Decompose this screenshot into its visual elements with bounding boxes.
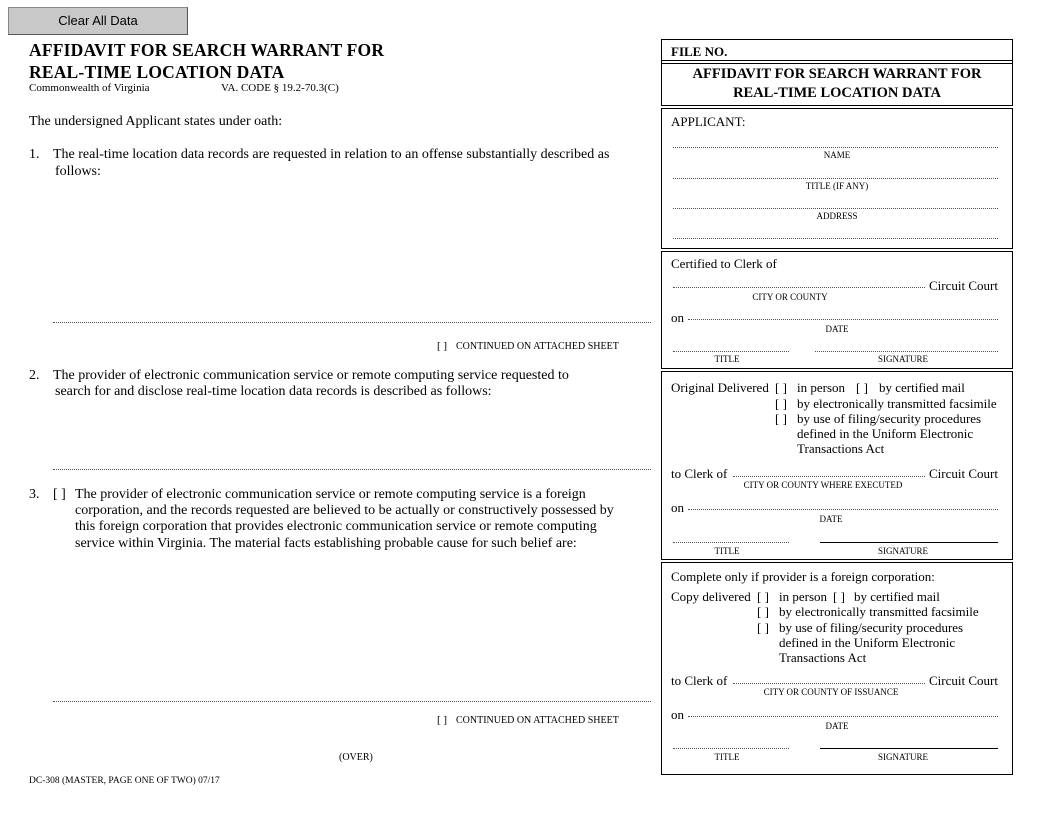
orig-filing-checkbox[interactable]: [ ]: [775, 411, 787, 426]
copy-date-line[interactable]: [688, 716, 998, 717]
item1-number: 1.: [29, 147, 40, 162]
orig-signature-label: SIGNATURE: [877, 546, 928, 556]
item3-line3: this foreign corporation that provides electronic communication service or remote computing: [75, 519, 597, 534]
copy-filing-checkbox[interactable]: [ ]: [757, 620, 769, 635]
copy-date-label: DATE: [825, 721, 849, 731]
orig-defined-label: defined in the Uniform Electronic: [797, 426, 974, 441]
item2-line: [53, 469, 651, 470]
sidebar-title-line2: REAL-TIME LOCATION DATA: [733, 85, 941, 101]
orig-clerk-city-line[interactable]: [733, 476, 925, 477]
item2-line2: search for and disclose real-time location data records is described as follows:: [55, 384, 492, 399]
copy-circuit-court: Circuit Court: [929, 673, 998, 688]
jurisdiction: Commonwealth of Virginia: [29, 82, 150, 94]
item2-number: 2.: [29, 368, 40, 383]
certified-city-line[interactable]: [673, 287, 925, 288]
title-if-any-label: TITLE (IF ANY): [805, 181, 869, 191]
item1-line2: follows:: [55, 164, 101, 179]
copy-delivered-label: Copy delivered: [671, 589, 751, 604]
continued-label-2: CONTINUED ON ATTACHED SHEET: [456, 715, 619, 726]
copy-to-clerk-label: to Clerk of: [671, 673, 728, 688]
form-title-line1: AFFIDAVIT FOR SEARCH WARRANT FOR: [29, 40, 385, 60]
orig-signature-line[interactable]: [820, 542, 998, 543]
copy-city-label: CITY OR COUNTY OF ISSUANCE: [763, 687, 899, 697]
file-no-divider: [661, 60, 1013, 61]
orig-in-person-label: in person: [797, 380, 846, 395]
orig-title-label: TITLE: [714, 546, 740, 556]
applicant-label: APPLICANT:: [671, 114, 746, 129]
copy-in-person-checkbox[interactable]: [ ]: [757, 589, 769, 604]
copy-in-person-label: in person: [779, 589, 828, 604]
continued-checkbox-2[interactable]: [ ]: [437, 714, 448, 726]
orig-title-line[interactable]: [673, 542, 789, 543]
copy-mail-checkbox[interactable]: [ ]: [833, 589, 845, 604]
item2-line1: The provider of electronic communication service or remote computing service requested to: [53, 368, 569, 383]
copy-clerk-city-line[interactable]: [733, 683, 925, 684]
orig-fax-checkbox[interactable]: [ ]: [775, 396, 787, 411]
orig-date-line[interactable]: [688, 509, 998, 510]
certified-signature-label: SIGNATURE: [877, 354, 928, 364]
orig-to-clerk-label: to Clerk of: [671, 466, 728, 481]
copy-fax-checkbox[interactable]: [ ]: [757, 604, 769, 619]
item2-provider-field[interactable]: [53, 402, 653, 470]
item3-line4: service within Virginia. The material facts establishing probable cause for such belief are:: [75, 536, 577, 551]
address-label: ADDRESS: [816, 211, 858, 221]
over-label: (OVER): [339, 752, 373, 763]
certified-signature-line[interactable]: [815, 351, 998, 352]
copy-title-line[interactable]: [673, 748, 789, 749]
applicant-title-line[interactable]: [673, 178, 998, 179]
copy-defined-label: defined in the Uniform Electronic: [779, 635, 956, 650]
applicant-address-line-2[interactable]: [673, 238, 998, 239]
item1-offense-field[interactable]: [53, 182, 653, 324]
form-title-line2: REAL-TIME LOCATION DATA: [29, 62, 285, 82]
item3-line2: corporation, and the records requested are believed to be actually or constructively possessed by: [75, 503, 614, 518]
certified-date-label: DATE: [825, 324, 849, 334]
certified-date-line[interactable]: [688, 319, 998, 320]
orig-date-label: DATE: [819, 514, 843, 524]
file-no-label: FILE NO.: [671, 44, 728, 59]
applicant-address-line[interactable]: [673, 208, 998, 209]
orig-mail-label: by certified mail: [879, 380, 965, 395]
item3-facts-field[interactable]: [53, 556, 653, 700]
file-number-input[interactable]: [733, 42, 1007, 60]
file-no-divider-2: [661, 63, 1013, 64]
sidebar-title-line1: AFFIDAVIT FOR SEARCH WARRANT FOR: [692, 66, 982, 82]
certified-label: Certified to Clerk of: [671, 256, 777, 271]
continued-label-1: CONTINUED ON ATTACHED SHEET: [456, 341, 619, 352]
orig-fax-label: by electronically transmitted facsimile: [797, 396, 997, 411]
copy-title-label: TITLE: [714, 752, 740, 762]
copy-on-label: on: [671, 707, 684, 722]
complete-only-label: Complete only if provider is a foreign corporation:: [671, 569, 935, 584]
orig-city-label: CITY OR COUNTY WHERE EXECUTED: [743, 480, 903, 490]
orig-on-label: on: [671, 500, 684, 515]
clear-all-data-button[interactable]: Clear All Data: [8, 7, 188, 35]
copy-mail-label: by certified mail: [854, 589, 940, 604]
copy-filing-label: by use of filing/security procedures: [779, 620, 964, 635]
certified-circuit-court: Circuit Court: [929, 278, 998, 293]
item1-line1: The real-time location data records are requested in relation to an offense substantially described as: [53, 147, 610, 162]
original-delivered-label: Original Delivered: [671, 380, 769, 395]
name-label: NAME: [823, 150, 851, 160]
certified-title-line[interactable]: [673, 351, 789, 352]
orig-act-label: Transactions Act: [797, 441, 885, 456]
certified-on-label: on: [671, 310, 684, 325]
applicant-name-line[interactable]: [673, 147, 998, 148]
code-reference: VA. CODE § 19.2-70.3(C): [221, 82, 339, 94]
orig-in-person-checkbox[interactable]: [ ]: [775, 380, 787, 395]
copy-signature-label: SIGNATURE: [877, 752, 928, 762]
continued-checkbox-1[interactable]: [ ]: [437, 340, 448, 352]
item3-line1: The provider of electronic communication service or remote computing service is a foreign: [75, 487, 586, 502]
item3-number: 3.: [29, 487, 40, 502]
orig-filing-label: by use of filing/security procedures: [797, 411, 982, 426]
intro-text: The undersigned Applicant states under oath:: [29, 114, 283, 129]
copy-fax-label: by electronically transmitted facsimile: [779, 604, 979, 619]
form-footer: DC-308 (MASTER, PAGE ONE OF TWO) 07/17: [29, 776, 220, 786]
copy-act-label: Transactions Act: [779, 650, 867, 665]
certified-city-label: CITY OR COUNTY: [752, 292, 828, 302]
item1-line: [53, 322, 651, 323]
orig-circuit-court: Circuit Court: [929, 466, 998, 481]
item3-checkbox[interactable]: [ ]: [53, 487, 66, 502]
item3-line: [53, 701, 651, 702]
orig-mail-checkbox[interactable]: [ ]: [856, 380, 868, 395]
copy-signature-line[interactable]: [820, 748, 998, 749]
certified-title-label: TITLE: [714, 354, 740, 364]
